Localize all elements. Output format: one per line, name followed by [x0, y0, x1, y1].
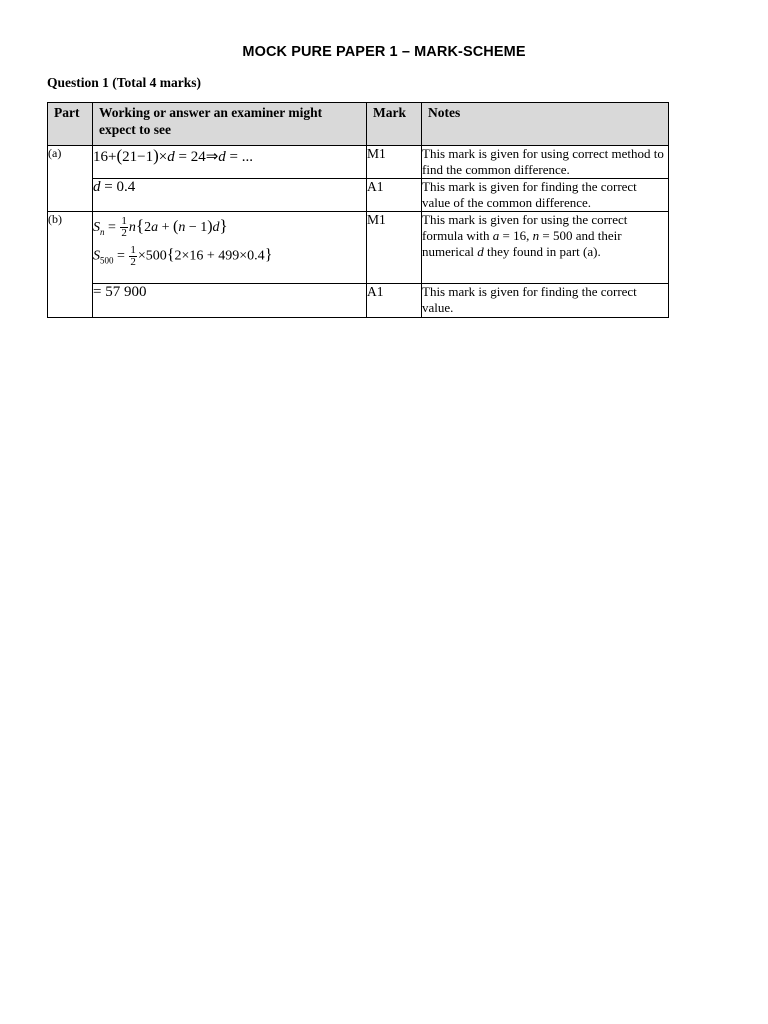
table-header-row	[48, 103, 669, 146]
table-row	[48, 284, 669, 318]
sum-substitution: $S_{500}$ = $\frac{1}{2}$ ×500{2×16 + 499×0.4}	[93, 244, 273, 269]
working-a-answer: d = 0.4	[93, 179, 367, 212]
working-b-method	[93, 212, 367, 284]
sum-formula: $S_n$ = $\frac{1}{2}$ n{2a + (n − 1)d}	[93, 215, 228, 240]
mark-a-m1: M1	[367, 146, 422, 179]
part-label-a: (a)	[48, 146, 93, 212]
mark-scheme-table	[47, 102, 669, 318]
working-a-method: 16+(21−1)×d = 24⇒d = ...	[93, 146, 367, 179]
working-b-answer: = 57 900	[93, 284, 367, 318]
document-title: MOCK PURE PAPER 1 – MARK-SCHEME	[242, 44, 526, 60]
header-working: Working or answer an examiner might expect to see	[93, 103, 367, 146]
table-row	[48, 146, 669, 179]
question-heading: Question 1 (Total 4 marks)	[47, 75, 202, 90]
table-row	[48, 179, 669, 212]
table-row	[48, 212, 669, 284]
mark-b-m1: M1	[367, 212, 422, 284]
notes-b-m1: This mark is given for using the correct formula with a = 16, n = 500 and their numerical d they found in part (a).	[422, 212, 669, 284]
mark-a-a1: A1	[367, 179, 422, 212]
mark-b-a1: A1	[367, 284, 422, 318]
notes-a-m1: This mark is given for using correct method to find the common difference.	[422, 146, 669, 179]
notes-b-a1: This mark is given for finding the correct value.	[422, 284, 669, 318]
part-label-b: (b)	[48, 212, 93, 318]
notes-a-a1: This mark is given for finding the correct value of the common difference.	[422, 179, 669, 212]
header-notes: Notes	[422, 103, 669, 146]
header-part: Part	[48, 103, 93, 146]
header-mark: Mark	[367, 103, 422, 146]
